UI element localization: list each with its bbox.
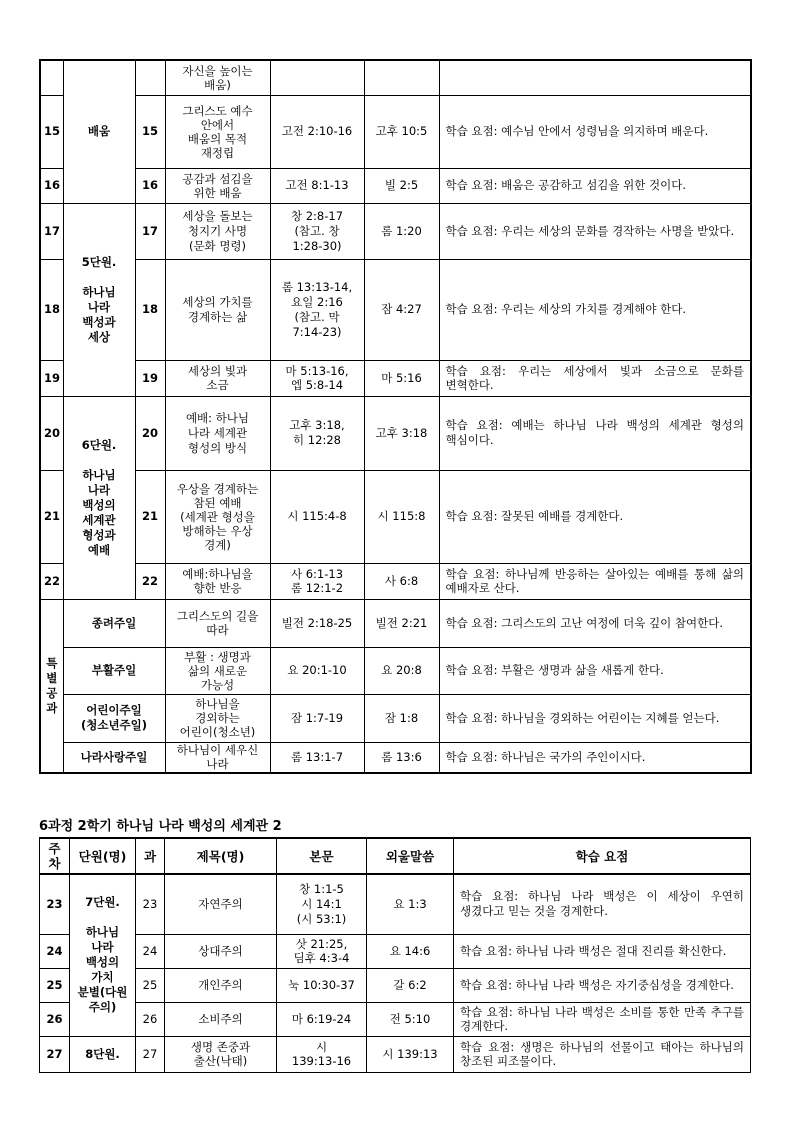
summary-cell: 학습 요점: 하나님 나라 백성은 절대 진리를 확신한다. [454, 934, 751, 968]
title-cell: 하나님을 경외하는 어린이(청소년) [165, 694, 270, 742]
memory-cell: 잠 1:8 [364, 694, 439, 742]
text-cell: 창 2:8-17 (참고. 창 1:28-30) [270, 203, 364, 259]
table-row [40, 360, 751, 396]
week-cell: 18 [40, 259, 63, 360]
text-cell: 삿 21:25, 딤후 4:3-4 [277, 934, 367, 968]
memory-cell: 갈 6:2 [367, 968, 454, 1002]
summary-cell: 학습 요점: 생명은 하나님의 선물이고 태아는 하나님의 창조된 피조물이다. [454, 1036, 751, 1072]
title-cell: 세상의 가치를 경계하는 삶 [165, 259, 270, 360]
special-day-cell: 어린이주일 (청소년주일) [63, 694, 165, 742]
title-cell: 그리스도의 길을 따라 [165, 599, 270, 647]
lesson-cell: 24 [136, 934, 165, 968]
table-row [40, 259, 751, 360]
special-day-cell: 종려주일 [63, 599, 165, 647]
text-cell: 요 20:1-10 [270, 647, 364, 694]
lesson-cell: 22 [135, 563, 165, 599]
table-row [40, 563, 751, 599]
lesson-cell: 20 [135, 396, 165, 470]
week-cell [40, 60, 63, 95]
header-text: 본문 [277, 838, 367, 874]
table-header-row [40, 838, 751, 874]
week-cell: 16 [40, 168, 63, 203]
summary-cell: 학습 요점: 하나님 나라 백성은 소비를 통한 만족 추구를 경계한다. [454, 1002, 751, 1036]
header-summary: 학습 요점 [454, 838, 751, 874]
title-cell: 개인주의 [165, 968, 277, 1002]
lesson-cell [135, 60, 165, 95]
title-cell: 우상을 경계하는 참된 예배 (세계관 형성을 방해하는 우상 경계) [165, 470, 270, 563]
special-day-cell: 나라사랑주일 [63, 742, 165, 773]
table-row [40, 168, 751, 203]
table-row [40, 203, 751, 259]
title-cell: 예배: 하나님 나라 세계관 형성의 방식 [165, 396, 270, 470]
lesson-cell: 19 [135, 360, 165, 396]
table-row [40, 742, 751, 773]
summary-cell: 학습 요점: 하나님 나라 백성은 자기중심성을 경계한다. [454, 968, 751, 1002]
memory-cell: 고후 10:5 [364, 95, 439, 168]
text-cell: 고후 3:18, 히 12:28 [270, 396, 364, 470]
unit-cell: 배움 [63, 60, 135, 203]
unit-cell: 7단원. 하나님 나라 백성의 가치 분별(다원 주의) [70, 874, 136, 1036]
summary-cell: 학습 요점: 예배는 하나님 나라 백성의 세계관 형성의 핵심이다. [439, 396, 751, 470]
week-cell: 27 [40, 1036, 70, 1072]
lesson-cell: 16 [135, 168, 165, 203]
title-cell: 생명 존중과 출산(낙태) [165, 1036, 277, 1072]
summary-cell: 학습 요점: 우리는 세상의 가치를 경계해야 한다. [439, 259, 751, 360]
text-cell: 사 6:1-13 롬 12:1-2 [270, 563, 364, 599]
week-cell: 17 [40, 203, 63, 259]
memory-cell: 빌 2:5 [364, 168, 439, 203]
table-row [40, 60, 751, 95]
memory-cell: 요 1:3 [367, 874, 454, 934]
memory-cell: 고후 3:18 [364, 396, 439, 470]
text-cell: 마 5:13-16, 엡 5:8-14 [270, 360, 364, 396]
summary-cell [439, 60, 751, 95]
summary-cell: 학습 요점: 우리는 세상의 문화를 경작하는 사명을 받았다. [439, 203, 751, 259]
week-cell: 15 [40, 95, 63, 168]
text-cell: 고전 8:1-13 [270, 168, 364, 203]
lesson-cell: 18 [135, 259, 165, 360]
header-unit: 단원(명) [70, 838, 136, 874]
summary-cell: 학습 요점: 하나님께 반응하는 살아있는 예배를 통해 삶의 예배자로 산다. [439, 563, 751, 599]
summary-cell: 학습 요점: 그리스도의 고난 여정에 더욱 깊이 참여한다. [439, 599, 751, 647]
table-row [40, 1036, 751, 1072]
memory-cell: 롬 13:6 [364, 742, 439, 773]
table-row [40, 647, 751, 694]
table-row [40, 396, 751, 470]
table-row [40, 599, 751, 647]
summary-cell: 학습 요점: 부활은 생명과 삶을 새롭게 한다. [439, 647, 751, 694]
text-cell: 시 115:4-8 [270, 470, 364, 563]
memory-cell: 마 5:16 [364, 360, 439, 396]
memory-cell: 사 6:8 [364, 563, 439, 599]
unit-cell: 5단원. 하나님 나라 백성과 세상 [63, 203, 135, 396]
table-row [40, 1002, 751, 1036]
week-cell: 26 [40, 1002, 70, 1036]
memory-cell: 시 139:13 [367, 1036, 454, 1072]
summary-cell: 학습 요점: 하나님을 경외하는 어린이는 지혜를 얻는다. [439, 694, 751, 742]
lesson-cell: 17 [135, 203, 165, 259]
lesson-cell: 26 [136, 1002, 165, 1036]
week-cell: 24 [40, 934, 70, 968]
special-lessons-label: 특 별 공 과 [40, 599, 63, 773]
text-cell: 빌전 2:18-25 [270, 599, 364, 647]
header-memory: 외울말씀 [367, 838, 454, 874]
title-cell: 자연주의 [165, 874, 277, 934]
title-cell: 그리스도 예수 안에서 배움의 목적 재정립 [165, 95, 270, 168]
table-row [40, 470, 751, 563]
summary-cell: 학습 요점: 잘못된 예배를 경계한다. [439, 470, 751, 563]
curriculum-table-part2 [39, 837, 751, 1073]
summary-cell: 학습 요점: 배움은 공감하고 섬김을 위한 것이다. [439, 168, 751, 203]
memory-cell: 롬 1:20 [364, 203, 439, 259]
memory-cell: 잠 4:27 [364, 259, 439, 360]
header-lesson: 과 [136, 838, 165, 874]
special-day-cell: 부활주일 [63, 647, 165, 694]
lesson-cell: 25 [136, 968, 165, 1002]
week-cell: 21 [40, 470, 63, 563]
text-cell: 마 6:19-24 [277, 1002, 367, 1036]
unit-cell: 8단원. [70, 1036, 136, 1072]
lesson-cell: 21 [135, 470, 165, 563]
table-row [40, 694, 751, 742]
text-cell: 잠 1:7-19 [270, 694, 364, 742]
lesson-cell: 15 [135, 95, 165, 168]
memory-cell: 요 20:8 [364, 647, 439, 694]
week-cell: 20 [40, 396, 63, 470]
title-cell: 상대주의 [165, 934, 277, 968]
text-cell: 고전 2:10-16 [270, 95, 364, 168]
week-cell: 22 [40, 563, 63, 599]
table-row [40, 968, 751, 1002]
title-cell: 자신을 높이는 배움) [165, 60, 270, 95]
title-cell: 세상을 돌보는 청지기 사명 (문화 명령) [165, 203, 270, 259]
text-cell [270, 60, 364, 95]
memory-cell: 요 14:6 [367, 934, 454, 968]
title-cell: 하나님이 세우신 나라 [165, 742, 270, 773]
lesson-cell: 23 [136, 874, 165, 934]
table-row [40, 874, 751, 934]
text-cell: 롬 13:1-7 [270, 742, 364, 773]
section-title: 6과정 2학기 하나님 나라 백성의 세계관 2 [39, 819, 282, 834]
unit-cell: 6단원. 하나님 나라 백성의 세계관 형성과 예배 [63, 396, 135, 599]
text-cell: 창 1:1-5 시 14:1 (시 53:1) [277, 874, 367, 934]
summary-cell: 학습 요점: 우리는 세상에서 빛과 소금으로 문화를 변혁한다. [439, 360, 751, 396]
header-week: 주 차 [40, 838, 70, 874]
summary-cell: 학습 요점: 하나님은 국가의 주인이시다. [439, 742, 751, 773]
memory-cell: 전 5:10 [367, 1002, 454, 1036]
lesson-cell: 27 [136, 1036, 165, 1072]
table-row [40, 934, 751, 968]
week-cell: 19 [40, 360, 63, 396]
week-cell: 25 [40, 968, 70, 1002]
text-cell: 롬 13:13-14, 요일 2:16 (참고. 막 7:14-23) [270, 259, 364, 360]
memory-cell: 시 115:8 [364, 470, 439, 563]
title-cell: 부활 : 생명과 삶의 새로운 가능성 [165, 647, 270, 694]
header-title: 제목(명) [165, 838, 277, 874]
memory-cell [364, 60, 439, 95]
curriculum-table-part1 [39, 59, 752, 774]
summary-cell: 학습 요점: 하나님 나라 백성은 이 세상이 우연히 생겼다고 믿는 것을 경계한다. [454, 874, 751, 934]
table-row [40, 95, 751, 168]
summary-cell: 학습 요점: 예수님 안에서 성령님을 의지하며 배운다. [439, 95, 751, 168]
title-cell: 공감과 섬김을 위한 배움 [165, 168, 270, 203]
week-cell: 23 [40, 874, 70, 934]
text-cell: 눅 10:30-37 [277, 968, 367, 1002]
text-cell: 시 139:13-16 [277, 1036, 367, 1072]
title-cell: 예배:하나님을 향한 반응 [165, 563, 270, 599]
title-cell: 소비주의 [165, 1002, 277, 1036]
title-cell: 세상의 빛과 소금 [165, 360, 270, 396]
memory-cell: 빌전 2:21 [364, 599, 439, 647]
